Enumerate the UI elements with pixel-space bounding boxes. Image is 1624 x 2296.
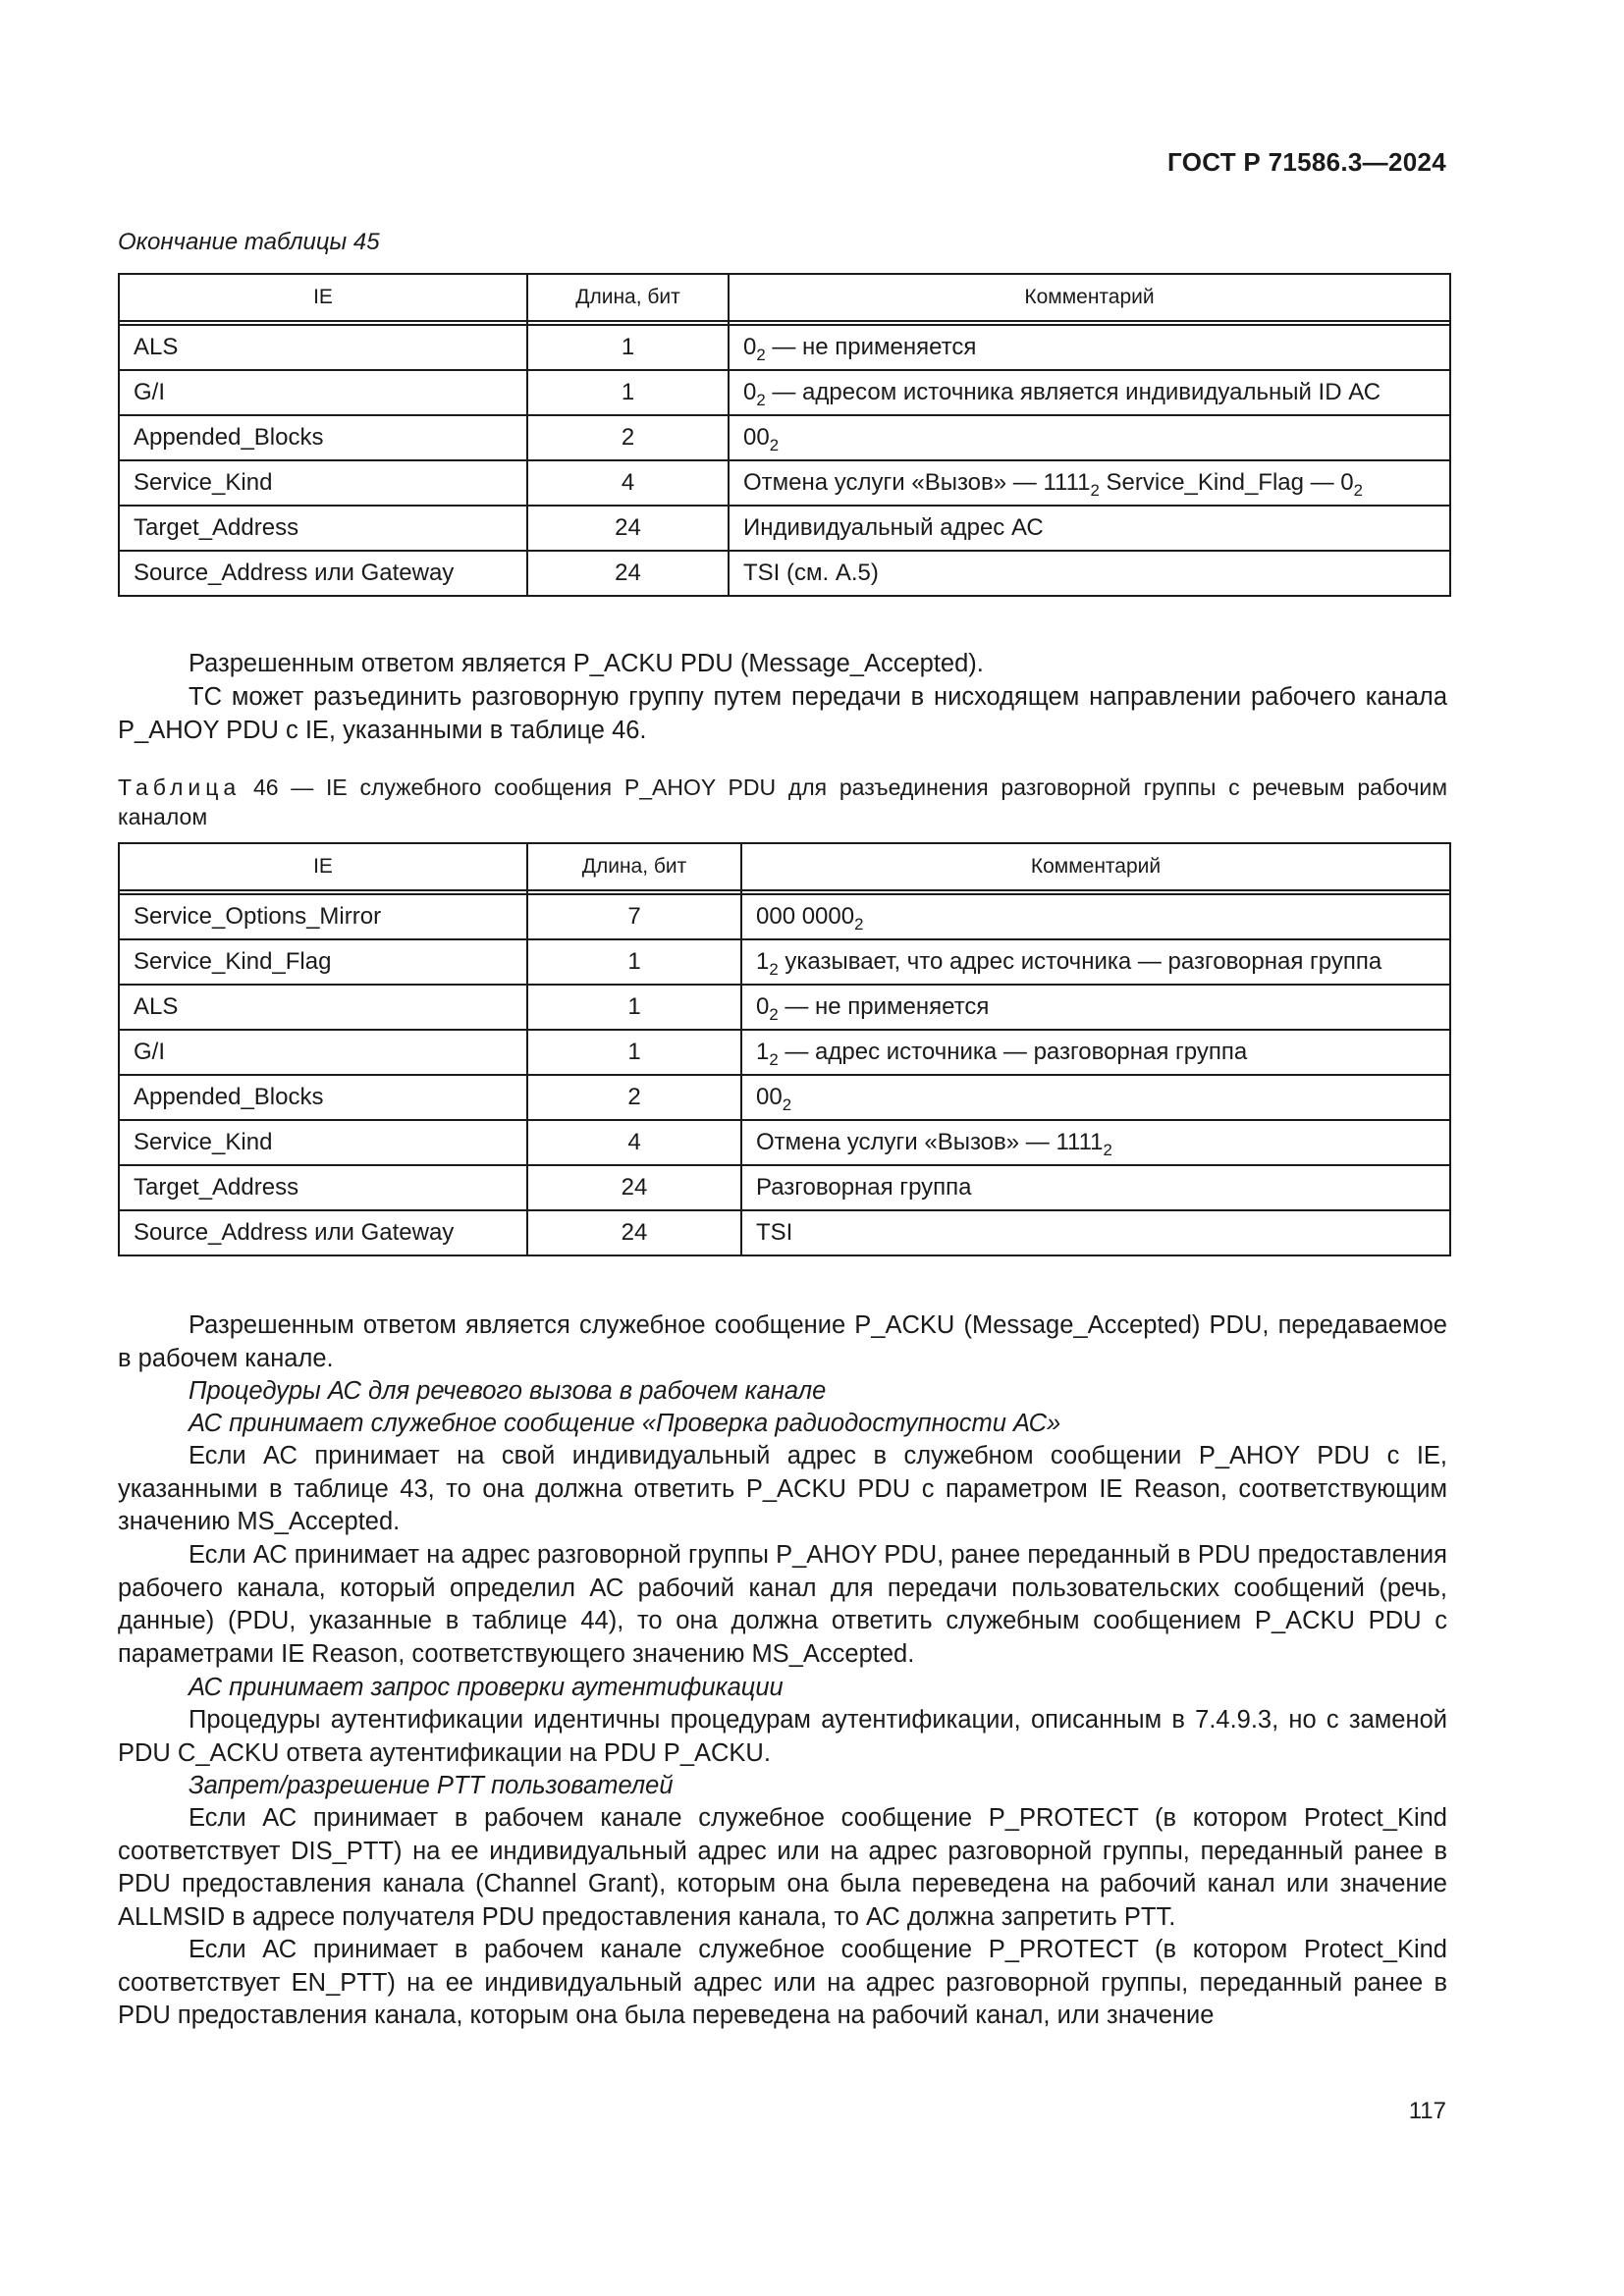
paragraph <box>118 1934 1447 2033</box>
paragraph-text: Процедуры АС для речевого вызова в рабочем канале <box>189 1377 827 1405</box>
paragraph-text: АС принимает запрос проверки аутентификации <box>189 1674 784 1701</box>
cell-ie: G/I <box>119 1030 527 1075</box>
cell-length: 1 <box>527 1030 741 1075</box>
table45-body <box>119 321 1450 596</box>
table-row <box>119 1075 1450 1120</box>
paragraph-text: Процедуры аутентификации идентичны процедурам аутентификации, описанным в 7.4.9.3, но с заменой PDU C_ACKU ответа аутентификации на PDU P_ACKU. <box>118 1706 1447 1767</box>
cell-ie: Source_Address или Gateway <box>119 551 527 596</box>
cell-ie: Service_Kind <box>119 1120 527 1165</box>
table46-body <box>119 890 1450 1255</box>
paragraph-text: Если АС принимает в рабочем канале служебное сообщение P_PROTECT (в котором Protect_Kind соответствует DIS_PTT) на ее индивидуальный адрес или на адрес разговорной группы, переданный ранее в PDU предоставления канала (Channel Grant), которым она была переведена на рабочий канал или значение ALLMSID в адресе получателя PDU предоставления канала, то АС должна запретить PTT. <box>118 1804 1447 1931</box>
table-row <box>119 1210 1450 1255</box>
paragraph <box>118 1802 1447 1934</box>
col-header-ie: IE <box>119 274 527 321</box>
table-row <box>119 506 1450 551</box>
paragraph <box>118 1539 1447 1671</box>
cell-comment: $1_2$ указывает, что адрес источника — разговорная группа <box>741 939 1450 985</box>
subheading <box>118 1672 1447 1705</box>
cell-ie: Source_Address или Gateway <box>119 1210 527 1255</box>
cell-length: 1 <box>527 939 741 985</box>
cell-length: 1 <box>527 325 729 370</box>
table46-caption-text: 46 — IE служебного сообщения P_AHOY PDU для разъединения разговорной группы с речевым рабочим каналом <box>118 774 1448 829</box>
cell-length: 1 <box>527 370 729 415</box>
paragraph-text: АС принимает служебное сообщение «Проверка радиодоступности АС» <box>189 1410 1061 1437</box>
cell-comment: $0_2$ — не применяется <box>729 325 1450 370</box>
col-header-length: Длина, бит <box>527 274 729 321</box>
subheading <box>118 1770 1447 1803</box>
cell-comment: 000 $0000_2$ <box>741 894 1450 939</box>
table-row <box>119 551 1450 596</box>
cell-ie: Target_Address <box>119 1165 527 1210</box>
cell-ie: Appended_Blocks <box>119 1075 527 1120</box>
cell-comment: TSI <box>741 1210 1450 1255</box>
table-45 <box>118 273 1451 597</box>
cell-comment: $0_2$ — адресом источника является индивидуальный ID АС <box>729 370 1450 415</box>
cell-ie: Service_Kind_Flag <box>119 939 527 985</box>
col-header-length: Длина, бит <box>527 843 741 890</box>
document-code: ГОСТ Р 71586.3—2024 <box>1167 147 1446 177</box>
paragraph-accepted-response <box>118 648 1447 681</box>
paragraph <box>118 1440 1447 1539</box>
paragraph-text: Разрешенным ответом является служебное сообщение P_ACKU (Message_Accepted) PDU, передаваемое в рабочем канале. <box>118 1311 1447 1372</box>
cell-comment: TSI (см. А.5) <box>729 551 1450 596</box>
cell-length: 24 <box>527 506 729 551</box>
cell-ie: Service_Kind <box>119 460 527 506</box>
table-row <box>119 460 1450 506</box>
col-header-comment: Комментарий <box>729 274 1450 321</box>
cell-comment: Отмена услуги «Вызов» — $1111_2$ Service_Kind_Flag — $0_2$ <box>729 460 1450 506</box>
paragraph-text: Если АС принимает на свой индивидуальный адрес в служебном сообщении P_AHOY PDU с IE, указанными в таблице 43, то она должна ответить P_ACKU PDU с параметром IE Reason, соответствующим значению MS_Accepted. <box>118 1442 1447 1535</box>
cell-comment: Отмена услуги «Вызов» — $1111_2$ <box>741 1120 1450 1165</box>
table-row <box>119 325 1450 370</box>
table45-caption: Окончание таблицы 45 <box>118 229 380 255</box>
paragraph-text: Запрет/разрешение PTT пользователей <box>189 1772 674 1799</box>
cell-length: 2 <box>527 415 729 460</box>
paragraph-ts-disconnect <box>118 681 1447 747</box>
table-row <box>119 1120 1450 1165</box>
cell-comment: $00_2$ <box>741 1075 1450 1120</box>
cell-length: 4 <box>527 1120 741 1165</box>
cell-comment: Индивидуальный адрес АС <box>729 506 1450 551</box>
cell-length: 4 <box>527 460 729 506</box>
table-header-row <box>119 843 1450 890</box>
cell-comment: Разговорная группа <box>741 1165 1450 1210</box>
table46-caption-label: Таблица <box>118 774 242 800</box>
cell-comment: $0_2$ — не применяется <box>741 985 1450 1030</box>
cell-ie: ALS <box>119 985 527 1030</box>
col-header-comment: Комментарий <box>741 843 1450 890</box>
cell-ie: Service_Options_Mirror <box>119 894 527 939</box>
paragraph <box>118 1704 1447 1770</box>
subheading <box>118 1408 1447 1441</box>
cell-ie: Appended_Blocks <box>119 415 527 460</box>
table-header-row <box>119 274 1450 321</box>
page-number: 117 <box>1408 2098 1446 2124</box>
paragraph-text: Если АС принимает в рабочем канале служебное сообщение P_PROTECT (в котором Protect_Kind соответствует EN_PTT) на ее индивидуальный адрес или на адрес разговорной группы, переданный ранее в PDU предоставления канала, которым она была переведена на рабочий канал, или значение <box>118 1936 1447 2029</box>
paragraph-text: Разрешенным ответом является P_ACKU PDU (Message_Accepted). <box>189 650 984 677</box>
cell-length: 24 <box>527 551 729 596</box>
table46-caption <box>118 773 1447 831</box>
table-row <box>119 1030 1450 1075</box>
cell-length: 24 <box>527 1165 741 1210</box>
subheading <box>118 1375 1447 1409</box>
table-row <box>119 415 1450 460</box>
cell-ie: ALS <box>119 325 527 370</box>
cell-length: 7 <box>527 894 741 939</box>
cell-length: 24 <box>527 1210 741 1255</box>
cell-comment: $00_2$ <box>729 415 1450 460</box>
table-46 <box>118 842 1451 1256</box>
paragraph-text: ТС может разъединить разговорную группу путем передачи в нисходящем направлении рабочего канала P_AHOY PDU с IE, указанными в таблице 46. <box>118 683 1447 744</box>
paragraph <box>118 1309 1447 1375</box>
paragraph-text: Если АС принимает на адрес разговорной группы P_AHOY PDU, ранее переданный в PDU предоставления рабочего канала, который определил АС рабочий канал для передачи пользовательских сообщений (речь, данные) (PDU, указанные в таблице 44), то она должна ответить служебным сообщением P_ACKU PDU с параметрами IE Reason, соответствующего значению MS_Accepted. <box>118 1541 1447 1668</box>
col-header-ie: IE <box>119 843 527 890</box>
table-row <box>119 894 1450 939</box>
cell-ie: G/I <box>119 370 527 415</box>
cell-length: 2 <box>527 1075 741 1120</box>
cell-ie: Target_Address <box>119 506 527 551</box>
cell-comment: $1_2$ — адрес источника — разговорная группа <box>741 1030 1450 1075</box>
table-row <box>119 1165 1450 1210</box>
table-row <box>119 985 1450 1030</box>
table-row <box>119 939 1450 985</box>
cell-length: 1 <box>527 985 741 1030</box>
table-row <box>119 370 1450 415</box>
